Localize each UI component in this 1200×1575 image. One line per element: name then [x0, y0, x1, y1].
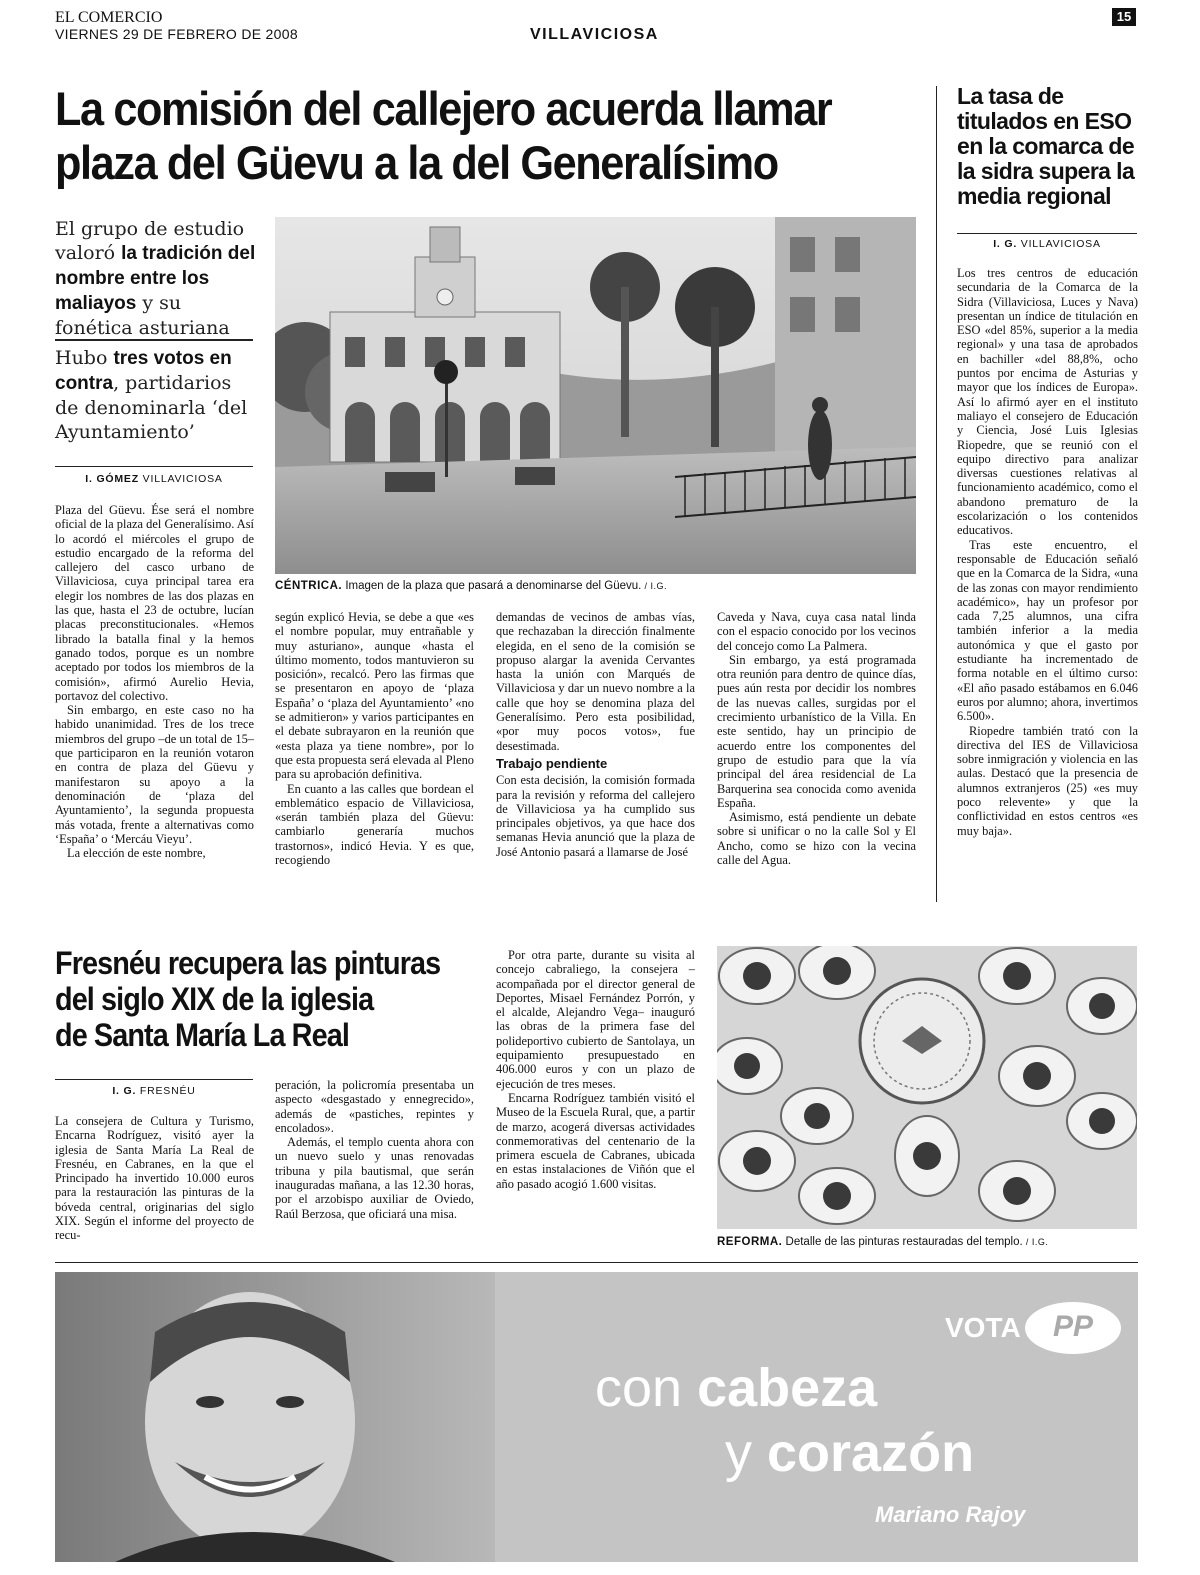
second-byline-rule [55, 1079, 253, 1080]
photo-credit: / I.G. [1025, 1237, 1049, 1247]
subheadline-2 [55, 346, 260, 444]
second-column-2 [275, 1078, 474, 1221]
main-byline [55, 473, 253, 485]
paragraph: Caveda y Nava, cuya casa natal linda con el espacio conocido por los vecinos del concejo como La Palmera. [717, 610, 916, 653]
candidate-signature: Mariano Rajoy [875, 1502, 1026, 1527]
main-headline-line2: plaza del Güevu a la del Generalísimo [55, 136, 778, 189]
masthead [55, 10, 298, 42]
section-label: VILLAVICIOSA [530, 26, 659, 43]
candidate-portrait [55, 1272, 495, 1562]
page-number: 15 [1112, 8, 1136, 26]
paragraph: Tras este encuentro, el responsable de Educación señaló que en la Comarca de la Sidra, «una de las zonas con mayor rendimiento académico», hay un profesor por cada 7,25 alumnos, una cifra también inferior a la media autonómica y que el gasto por estudiante ha incrementado de forma notable en el último curso: «El año pasado estábamos en 6.046 euros por alumno; ahora, invertimos 6.500». [957, 537, 1138, 724]
paragraph: Además, el templo cuenta ahora con un nuevo suelo y unas renovadas tribuna y pila bautismal, que serán inauguradas mañana, a las 12.30 horas, por el arzobispo auxiliar de Oviedo, Raúl Berzosa, que oficiará una misa. [275, 1135, 474, 1221]
subheadline-1-text: El grupo de estudio valoró [55, 218, 245, 264]
paragraph: demandas de vecinos de ambas vías, que rechazaban la dirección finalmente elegida, en el seno de la comisión se propuso alargar la avenida Cervantes hasta la unión con Marqués de Villaviciosa y dar un nuevo nombre a la calle que hoy se denomina plaza del Generalísimo. Pero esta posibilidad, «por muy pocos votos», fue desestimada. [496, 610, 695, 753]
plaza-photo-caption [275, 580, 916, 592]
subheadline-1-bold: la tradición del nombre entre los maliayos [55, 243, 256, 314]
plaza-photo [275, 217, 916, 574]
column-divider [936, 86, 937, 902]
subhead-divider [55, 339, 253, 341]
paragraph: Sin embargo, en este caso no ha habido unanimidad. Tres de los trece miembros del grupo –de un total de 15– que participaron en la reunión votaron en contra de plaza del Güevu y manifestaron su apoyo a la denominación de ‘plaza del Ayuntamiento’, la segunda propuesta más votada, frente a alternativas como ‘España’ o ‘Mercáu Vieyu’. [55, 703, 254, 846]
party-logo [1025, 1302, 1121, 1354]
caption-label: CÉNTRICA. [275, 580, 343, 592]
paragraph: Asimismo, está pendiente un debate sobre si unificar o no la calle Sol y El Ancho, como se hizo con la vecina calle del Agua. [717, 810, 916, 868]
paragraph: Encarna Rodríguez también visitó el Museo de la Escuela Rural, que, a partir de marzo, acogerá diversas actividades conmemorativas del centenario de la primera escuela de Cabranes, ubicada en estas instalaciones de Viñón que el año pasado acogió 1.600 visitas. [496, 1090, 695, 1191]
paragraph: Por otra parte, durante su visita al concejo cabraliego, la consejera –acompañada por el director general de Deportes, Misael Fernández Porrón, y el alcalde, Alejandro Vega– inauguró las obras de la primera fase del polideportivo cubierto de Santolaya, un equipamiento presupuestado en 406.000 euros y con un plazo de ejecución de tres meses. [496, 948, 695, 1091]
paragraph: Con esta decisión, la comisión formada para la revisión y reforma del callejero de Villaviciosa ya ha cumplido sus principales objetivos, ya que hace dos semanas Hevia anunció que la plaza de José Antonio pasará a llamarse de José [496, 773, 695, 859]
campaign-advertisement [55, 1272, 1138, 1562]
subheadline-2-tail: , partidarios de denominarla ‘del Ayuntamiento’ [55, 372, 248, 443]
main-headline [55, 82, 831, 190]
church-ceiling-photo [717, 946, 1137, 1229]
slogan-word-bold: corazón [767, 1423, 975, 1483]
paragraph: Riopedre también trató con la directiva del IES de Villaviciosa sobre inmigración y violencia en las aulas. Destacó que la presencia de alumnos extranjeros (25) «es muy poco relevente» y que la conflictividad en estos centros «es muy baja». [957, 723, 1138, 838]
side-column [957, 266, 1138, 838]
main-headline-line1: La comisión del callejero acuerda llamar [55, 82, 832, 135]
byline-author: I. G. [112, 1085, 137, 1097]
subheadline-1 [55, 217, 260, 340]
byline-rule [55, 466, 253, 467]
second-headline-line2: del siglo XIX de la iglesia [55, 981, 374, 1017]
main-column-1 [55, 503, 254, 860]
subheadline-2-bold: tres votos en contra [55, 348, 232, 394]
subheadline-2-text: Hubo [55, 347, 114, 369]
party-logo-text: PP [1052, 1310, 1094, 1343]
church-ceiling-illustration [717, 946, 1137, 1229]
second-headline-line1: Fresnéu recupera las pinturas [55, 945, 441, 981]
byline-place: FRESNÉU [139, 1085, 196, 1097]
slogan-line1 [595, 1357, 877, 1419]
slogan-line2 [725, 1422, 974, 1484]
byline-author: I. G. [993, 238, 1018, 250]
slogan-word-bold: cabeza [697, 1358, 878, 1418]
caption-text: Imagen de la plaza que pasará a denominarse del Güevu. [342, 580, 642, 592]
vote-label: VOTA [945, 1312, 1021, 1343]
slogan-word: y [725, 1423, 768, 1483]
paragraph: Plaza del Güevu. Ése será el nombre oficial de la plaza del Generalísimo. Así lo acordó el miércoles el grupo de estudio encargado de la reforma del callejero del casco urbano de Villaviciosa, cuya principal tarea era elegir los nombres de las dos plazas en las que, hasta el 23 de octubre, lucían placas preconstitucionales. «Hemos librado la batalla final y la hemos ganado todos, porque es un nombre aceptado por todos los miembros de la comisión», afirmó Aurelio Hevia, portavoz del colectivo. [55, 503, 254, 703]
paragraph: Los tres centros de educación secundaria de la Comarca de la Sidra (Villaviciosa, Luces y Nava) presentan un índice de titulación en ESO «del 85%, superior a la media regional» y una tasa de aprobados en bachiller «del 88,8%, ocho puntos por encima de Asturias y mayor que los índices de Europa». Así lo afirmó ayer en el instituto maliayo el consejero de Educación y Ciencia, José Luis Iglesias Riopedre, que se reunió con el equipo directivo para analizar diversas cuestiones relativas al funcionamiento académico, como el abandono prematuro de la escolarización o los contenidos educativos. [957, 266, 1138, 538]
main-column-4 [717, 610, 916, 867]
intertitle: Trabajo pendiente [496, 755, 608, 771]
second-headline [55, 945, 440, 1053]
caption-text: Detalle de las pinturas restauradas del templo. [782, 1236, 1023, 1248]
side-headline: La tasa de titulados en ESO en la comarca de la sidra supera la media regional [957, 83, 1135, 209]
paragraph: según explicó Hevia, se debe a que «es el nombre popular, muy entrañable y muy asturiano», aunque «hasta el último momento, todos mantuvieron su posición», recalcó. Pero las firmas que se presentaron en apoyo de ‘plaza España’ o ‘plaza del Ayuntamiento’ «no se admitieron» y varios participantes en el debate subrayaron en la reunión que «esta plaza ya tiene nombre», por lo que esta propuesta será elevada al Pleno para su aprobación definitiva. [275, 610, 474, 782]
main-column-2 [275, 610, 474, 867]
second-byline [55, 1085, 253, 1097]
side-byline [957, 238, 1137, 250]
byline-place: VILLAVICIOSA [142, 473, 223, 485]
second-column-3 [496, 948, 695, 1191]
slogan-word: con [595, 1358, 698, 1418]
issue-date: VIERNES 29 DE FEBRERO DE 2008 [55, 26, 298, 42]
paragraph: Sin embargo, ya está programada otra reunión para dentro de quince días, pues aún resta por decidir los nombres de las nuevas calles, surgidas por el crecimiento urbanístico de la Villa. En este sentido, hay un principio de acuerdo entre los componentes del grupo de estudio para que la vía principal del área residencial de La Barquerina sea conocida como avenida España. [717, 652, 916, 810]
paragraph: peración, la policromía presentaba un aspecto «desgastado y ennegrecido», además de «pastiches, repintes y encolados». [275, 1078, 474, 1135]
second-headline-line3: de Santa María La Real [55, 1017, 349, 1053]
paragraph: La consejera de Cultura y Turismo, Encarna Rodríguez, visitó ayer la iglesia de Santa María La Real de Fresnéu, en Cabranes, en la que el Principado ha invertido 10.000 euros para la restauración las pinturas de la bóveda central, originarias del siglo XIX. Según el informe del proyecto de recu- [55, 1114, 254, 1243]
caption-label: REFORMA. [717, 1236, 783, 1248]
main-column-3 [496, 610, 695, 859]
byline-author: I. GÓMEZ [85, 473, 139, 485]
subheadline-1-tail: y su fonética asturiana [55, 292, 230, 339]
ad-divider [55, 1262, 1138, 1263]
paragraph: La elección de este nombre, [67, 846, 206, 861]
plaza-illustration [275, 217, 916, 574]
publication-name: EL COMERCIO [55, 9, 163, 26]
paragraph: En cuanto a las calles que bordean el emblemático espacio de Villaviciosa, «serán también plaza del Güevu: cambiarlo generaría muchos trastornos», indicó Hevia. Y es que, recogiendo [275, 781, 474, 868]
byline-place: VILLAVICIOSA [1020, 238, 1101, 250]
church-photo-caption [717, 1236, 1137, 1248]
side-byline-rule [957, 233, 1137, 234]
second-column-1 [55, 1114, 254, 1243]
photo-credit: / I.G. [644, 581, 668, 591]
